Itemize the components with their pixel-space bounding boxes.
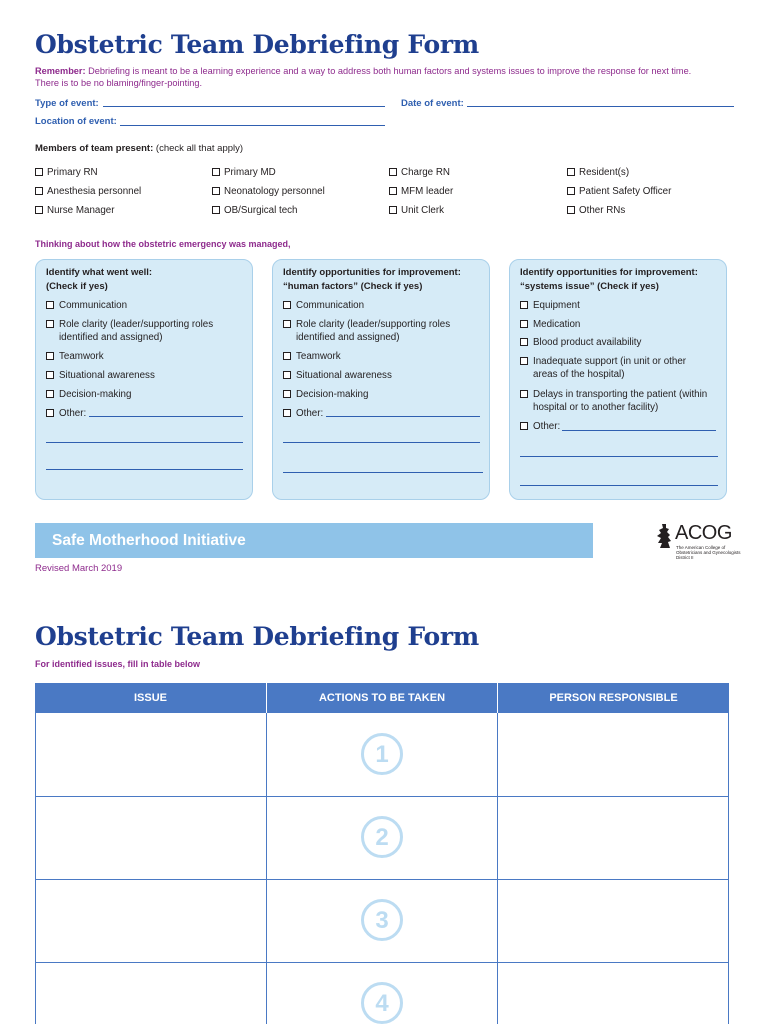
team-member-label: Primary RN — [47, 167, 98, 178]
checkbox[interactable] — [35, 206, 43, 214]
checkbox[interactable] — [212, 168, 220, 176]
acog-logo — [655, 522, 745, 562]
human-factors-box — [272, 259, 490, 500]
column-header-person: PERSON RESPONSIBLE — [498, 683, 729, 713]
checklist-label: Medication — [533, 319, 581, 330]
checkbox[interactable] — [389, 168, 397, 176]
box-heading-line1: Identify what went well: — [46, 267, 153, 278]
remember-text-2: There is to be no blaming/finger-pointing. — [35, 78, 203, 88]
row-number-circle: 4 — [361, 982, 403, 1024]
checklist-item-other[interactable] — [46, 407, 106, 420]
checkbox[interactable] — [46, 390, 54, 398]
team-member-checkbox[interactable] — [389, 205, 444, 216]
team-member-label: OB/Surgical tech — [224, 205, 298, 216]
write-in-line[interactable] — [520, 456, 718, 457]
write-in-line[interactable] — [520, 485, 718, 486]
box-heading-line1: Identify opportunities for improvement: — [520, 267, 698, 278]
checkbox[interactable] — [283, 301, 291, 309]
person-responsible-cell[interactable] — [498, 713, 728, 796]
team-member-label: Nurse Manager — [47, 205, 115, 216]
checklist-label: Other: — [59, 408, 87, 419]
team-member-label: Primary MD — [224, 167, 276, 178]
acog-subtitle-line2: Obstetricians and Gynecologists — [676, 550, 741, 555]
checklist-item[interactable] — [283, 350, 483, 363]
checklist-item[interactable] — [520, 299, 720, 312]
write-in-line[interactable] — [46, 442, 243, 443]
issue-cell[interactable] — [36, 797, 266, 879]
other-write-in-line[interactable] — [326, 416, 480, 417]
checklist-item[interactable] — [46, 318, 231, 344]
column-header-issue: ISSUE — [35, 683, 266, 713]
remember-label: Remember: — [35, 66, 86, 76]
checklist-item[interactable] — [520, 336, 720, 349]
issue-cell[interactable] — [36, 880, 266, 962]
person-responsible-cell[interactable] — [498, 963, 728, 1024]
checklist-item[interactable] — [520, 318, 720, 331]
row-number-circle: 1 — [361, 733, 403, 775]
checklist-item[interactable] — [283, 388, 483, 401]
page-title: Obstetric Team Debriefing Form — [35, 30, 479, 59]
table-instruction: For identified issues, fill in table below — [35, 659, 201, 669]
team-member-checkbox[interactable] — [35, 186, 141, 197]
checkbox[interactable] — [567, 187, 575, 195]
table-border-right — [728, 713, 729, 1024]
checkbox[interactable] — [46, 409, 54, 417]
team-member-checkbox[interactable] — [567, 167, 629, 178]
checklist-item[interactable] — [283, 318, 468, 344]
checklist-label: Situational awareness — [296, 370, 392, 381]
team-member-label: MFM leader — [401, 186, 454, 197]
checkbox[interactable] — [520, 301, 528, 309]
team-member-checkbox[interactable] — [35, 167, 98, 178]
members-heading — [35, 143, 243, 154]
checklist-item-other[interactable] — [520, 420, 580, 433]
team-member-checkbox[interactable] — [212, 186, 325, 197]
acog-subtitle-line3: District II — [676, 555, 694, 560]
checklist-item-other[interactable] — [283, 407, 343, 420]
checklist-label: Decision-making — [59, 389, 132, 400]
checklist-item[interactable] — [520, 388, 712, 414]
checklist-label: Teamwork — [59, 351, 104, 362]
went-well-box — [35, 259, 253, 500]
revised-date: Revised March 2019 — [35, 563, 123, 574]
checkbox[interactable] — [520, 338, 528, 346]
checklist-label: Role clarity (leader/supporting roles identified and assigned) — [296, 319, 451, 343]
issue-cell[interactable] — [36, 963, 266, 1024]
checkbox[interactable] — [520, 422, 528, 430]
team-member-checkbox[interactable] — [567, 186, 671, 197]
safe-motherhood-banner: Safe Motherhood Initiative — [35, 523, 593, 558]
checklist-label: Communication — [59, 300, 128, 311]
remember-note — [35, 65, 735, 89]
checklist-label: Decision-making — [296, 389, 369, 400]
checkbox[interactable] — [283, 390, 291, 398]
checkbox[interactable] — [283, 409, 291, 417]
checkbox[interactable] — [46, 320, 54, 328]
team-member-label: Unit Clerk — [401, 205, 445, 216]
write-in-line[interactable] — [46, 469, 243, 470]
checkbox[interactable] — [283, 352, 291, 360]
box-heading — [283, 266, 461, 294]
team-member-checkbox[interactable] — [212, 205, 298, 216]
date-of-event-label: Date of event: — [401, 98, 464, 109]
checklist-item[interactable] — [46, 388, 246, 401]
team-member-checkbox[interactable] — [212, 167, 276, 178]
checklist-item[interactable] — [283, 369, 483, 382]
checkbox[interactable] — [389, 187, 397, 195]
checklist-label: Communication — [296, 300, 365, 311]
date-of-event-field[interactable] — [467, 106, 734, 107]
team-member-label: Neonatology personnel — [224, 186, 325, 197]
team-member-label: Resident(s) — [579, 167, 630, 178]
checkbox[interactable] — [389, 206, 397, 214]
members-label: Members of team present: — [35, 143, 154, 154]
other-write-in-line[interactable] — [89, 416, 243, 417]
team-member-checkbox[interactable] — [35, 205, 115, 216]
location-of-event-label: Location of event: — [35, 116, 117, 127]
checklist-label: Delays in transporting the patient (within hospital or to another facility) — [533, 389, 708, 413]
checkbox[interactable] — [283, 371, 291, 379]
checkbox[interactable] — [35, 187, 43, 195]
team-member-label: Patient Safety Officer — [579, 186, 672, 197]
checklist-item[interactable] — [46, 299, 246, 312]
box-heading-line2: (Check if yes) — [46, 281, 108, 292]
checkbox[interactable] — [520, 320, 528, 328]
column-divider — [266, 713, 267, 1024]
checklist-item[interactable] — [46, 369, 246, 382]
type-of-event-label: Type of event: — [35, 98, 99, 109]
issue-cell[interactable] — [36, 713, 266, 796]
location-of-event-field[interactable] — [120, 125, 385, 126]
checkbox[interactable] — [567, 206, 575, 214]
checklist-item[interactable] — [283, 299, 483, 312]
remember-text: Debriefing is meant to be a learning experience and a way to address both human factors and systems issues to improve the response for next time. — [85, 66, 692, 76]
type-of-event-field[interactable] — [103, 106, 385, 107]
checkbox[interactable] — [212, 206, 220, 214]
team-member-checkbox[interactable] — [389, 167, 450, 178]
team-member-checkbox[interactable] — [389, 186, 453, 197]
checkbox[interactable] — [283, 320, 291, 328]
team-member-label: Anesthesia personnel — [47, 186, 142, 197]
checklist-label: Blood product availability — [533, 337, 642, 348]
row-number-circle: 2 — [361, 816, 403, 858]
checklist-item[interactable] — [46, 350, 246, 363]
team-member-checkbox[interactable] — [567, 205, 625, 216]
checklist-item[interactable] — [520, 355, 705, 381]
team-member-label: Charge RN — [401, 167, 451, 178]
checkbox[interactable] — [520, 357, 528, 365]
systems-issue-box — [509, 259, 727, 500]
person-responsible-cell[interactable] — [498, 880, 728, 962]
checklist-label: Teamwork — [296, 351, 341, 362]
checkbox[interactable] — [567, 168, 575, 176]
column-header-actions: ACTIONS TO BE TAKEN — [267, 683, 497, 713]
person-responsible-cell[interactable] — [498, 797, 728, 879]
box-heading — [46, 266, 152, 294]
checklist-label: Other: — [296, 408, 324, 419]
page-title: Obstetric Team Debriefing Form — [35, 622, 479, 651]
checkbox[interactable] — [35, 168, 43, 176]
checkbox[interactable] — [46, 371, 54, 379]
checkbox[interactable] — [520, 390, 528, 398]
box-heading-line2: “human factors” (Check if yes) — [283, 281, 423, 292]
checklist-label: Equipment — [533, 300, 580, 311]
write-in-line[interactable] — [283, 472, 483, 473]
checklist-label: Other: — [533, 421, 561, 432]
thinking-prompt: Thinking about how the obstetric emergency was managed, — [35, 239, 291, 249]
acog-subtitle — [676, 545, 741, 560]
checkbox[interactable] — [46, 352, 54, 360]
box-heading — [520, 266, 698, 294]
checklist-label: Situational awareness — [59, 370, 155, 381]
other-write-in-line[interactable] — [562, 430, 716, 431]
box-heading-line1: Identify opportunities for improvement: — [283, 267, 461, 278]
checklist-label: Inadequate support (in unit or other areas of the hospital) — [533, 356, 687, 380]
row-number-circle: 3 — [361, 899, 403, 941]
team-member-label: Other RNs — [579, 205, 626, 216]
checkbox[interactable] — [212, 187, 220, 195]
box-heading-line2: “systems issue” (Check if yes) — [520, 281, 659, 292]
write-in-line[interactable] — [283, 442, 480, 443]
members-hint: (check all that apply) — [153, 143, 244, 154]
acog-subtitle-line1: The American College of — [676, 545, 726, 550]
checkbox[interactable] — [46, 301, 54, 309]
checklist-label: Role clarity (leader/supporting roles identified and assigned) — [59, 319, 214, 343]
acog-emblem-icon — [655, 523, 675, 549]
acog-wordmark: ACOG — [675, 522, 732, 544]
